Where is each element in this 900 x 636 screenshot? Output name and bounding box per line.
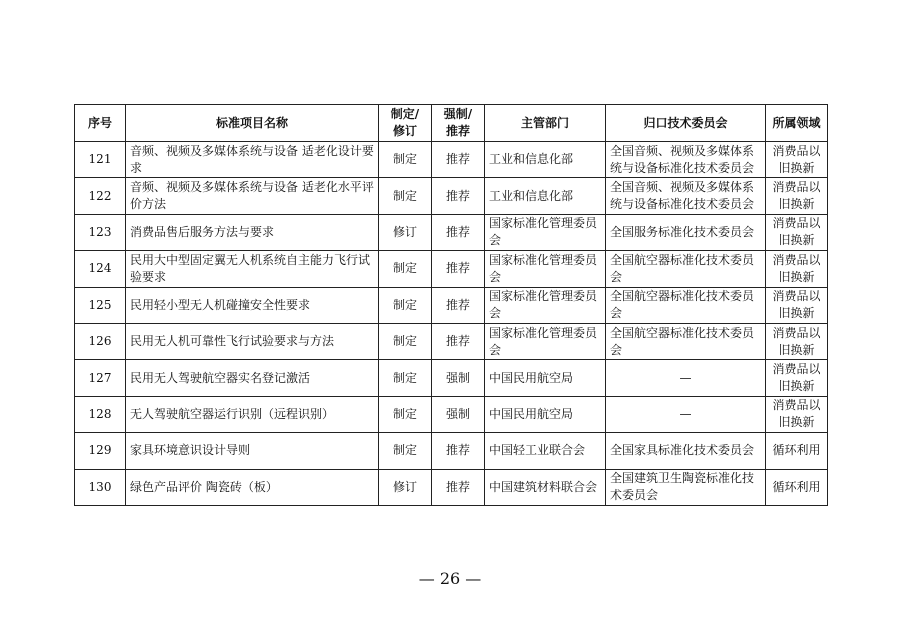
cell-name: 民用无人机可靠性飞行试验要求与方法	[126, 323, 379, 359]
table-row	[75, 323, 828, 359]
cell-seq: 128	[75, 396, 126, 432]
cell-name: 消费品售后服务方法与要求	[126, 214, 379, 250]
cell-committee: —	[606, 396, 766, 432]
cell-dept: 国家标准化管理委员会	[485, 251, 606, 287]
cell-type: 制定	[379, 433, 432, 469]
cell-force: 强制	[432, 396, 485, 432]
cell-force: 强制	[432, 360, 485, 396]
cell-name: 民用无人驾驶航空器实名登记激活	[126, 360, 379, 396]
cell-type: 制定	[379, 178, 432, 214]
cell-committee: 全国建筑卫生陶瓷标准化技术委员会	[606, 469, 766, 505]
header-seq: 序号	[75, 105, 126, 142]
cell-dept: 中国轻工业联合会	[485, 433, 606, 469]
cell-force: 推荐	[432, 469, 485, 505]
header-type-line1: 制定/	[390, 107, 420, 121]
cell-type: 制定	[379, 251, 432, 287]
cell-dept: 国家标准化管理委员会	[485, 214, 606, 250]
cell-committee: 全国航空器标准化技术委员会	[606, 251, 766, 287]
table-row	[75, 433, 828, 469]
cell-dept: 中国民用航空局	[485, 396, 606, 432]
cell-type: 修订	[379, 469, 432, 505]
cell-seq: 130	[75, 469, 126, 505]
table-row	[75, 178, 828, 214]
cell-dept: 国家标准化管理委员会	[485, 323, 606, 359]
cell-type: 制定	[379, 360, 432, 396]
table-row	[75, 214, 828, 250]
header-type	[379, 105, 432, 142]
table-row	[75, 251, 828, 287]
cell-dept: 工业和信息化部	[485, 178, 606, 214]
cell-force: 推荐	[432, 214, 485, 250]
table-body	[75, 142, 828, 506]
cell-type: 制定	[379, 142, 432, 178]
standards-table	[74, 104, 828, 506]
cell-seq: 123	[75, 214, 126, 250]
cell-field: 消费品以旧换新	[766, 214, 828, 250]
cell-field: 消费品以旧换新	[766, 396, 828, 432]
cell-type: 修订	[379, 214, 432, 250]
cell-type: 制定	[379, 323, 432, 359]
cell-dept: 工业和信息化部	[485, 142, 606, 178]
header-type-line2: 修订	[392, 124, 417, 138]
cell-name: 音频、视频及多媒体系统与设备 适老化水平评价方法	[126, 178, 379, 214]
cell-force: 推荐	[432, 323, 485, 359]
cell-dept: 国家标准化管理委员会	[485, 287, 606, 323]
cell-type: 制定	[379, 287, 432, 323]
cell-dept: 中国民用航空局	[485, 360, 606, 396]
header-dept: 主管部门	[485, 105, 606, 142]
cell-committee: 全国音频、视频及多媒体系统与设备标准化技术委员会	[606, 178, 766, 214]
cell-field: 消费品以旧换新	[766, 360, 828, 396]
cell-force: 推荐	[432, 142, 485, 178]
cell-name: 音频、视频及多媒体系统与设备 适老化设计要求	[126, 142, 379, 178]
cell-seq: 127	[75, 360, 126, 396]
cell-field: 消费品以旧换新	[766, 142, 828, 178]
cell-name: 家具环境意识设计导则	[126, 433, 379, 469]
table-row	[75, 469, 828, 505]
cell-field: 消费品以旧换新	[766, 323, 828, 359]
table-row	[75, 360, 828, 396]
cell-force: 推荐	[432, 287, 485, 323]
header-force-line2: 推荐	[445, 124, 470, 138]
cell-committee: 全国航空器标准化技术委员会	[606, 323, 766, 359]
header-name: 标准项目名称	[126, 105, 379, 142]
cell-name: 民用轻小型无人机碰撞安全性要求	[126, 287, 379, 323]
cell-force: 推荐	[432, 251, 485, 287]
cell-seq: 121	[75, 142, 126, 178]
cell-force: 推荐	[432, 178, 485, 214]
cell-name: 绿色产品评价 陶瓷砖（板）	[126, 469, 379, 505]
cell-committee: 全国航空器标准化技术委员会	[606, 287, 766, 323]
cell-type: 制定	[379, 396, 432, 432]
cell-committee: 全国音频、视频及多媒体系统与设备标准化技术委员会	[606, 142, 766, 178]
header-committee: 归口技术委员会	[606, 105, 766, 142]
cell-seq: 126	[75, 323, 126, 359]
table-row	[75, 142, 828, 178]
table-row	[75, 287, 828, 323]
cell-force: 推荐	[432, 433, 485, 469]
cell-field: 循环利用	[766, 469, 828, 505]
cell-name: 无人驾驶航空器运行识别（远程识别）	[126, 396, 379, 432]
header-force-line1: 强制/	[443, 107, 473, 121]
cell-field: 消费品以旧换新	[766, 178, 828, 214]
cell-field: 消费品以旧换新	[766, 251, 828, 287]
cell-dept: 中国建筑材料联合会	[485, 469, 606, 505]
cell-name: 民用大中型固定翼无人机系统自主能力飞行试验要求	[126, 251, 379, 287]
cell-committee: 全国家具标准化技术委员会	[606, 433, 766, 469]
cell-committee: —	[606, 360, 766, 396]
cell-seq: 122	[75, 178, 126, 214]
cell-seq: 129	[75, 433, 126, 469]
cell-seq: 124	[75, 251, 126, 287]
cell-field: 消费品以旧换新	[766, 287, 828, 323]
header-field: 所属领域	[766, 105, 828, 142]
header-row	[75, 105, 828, 142]
page-number: — 26 —	[418, 569, 482, 588]
cell-committee: 全国服务标准化技术委员会	[606, 214, 766, 250]
header-force	[432, 105, 485, 142]
table-row	[75, 396, 828, 432]
cell-seq: 125	[75, 287, 126, 323]
cell-field: 循环利用	[766, 433, 828, 469]
